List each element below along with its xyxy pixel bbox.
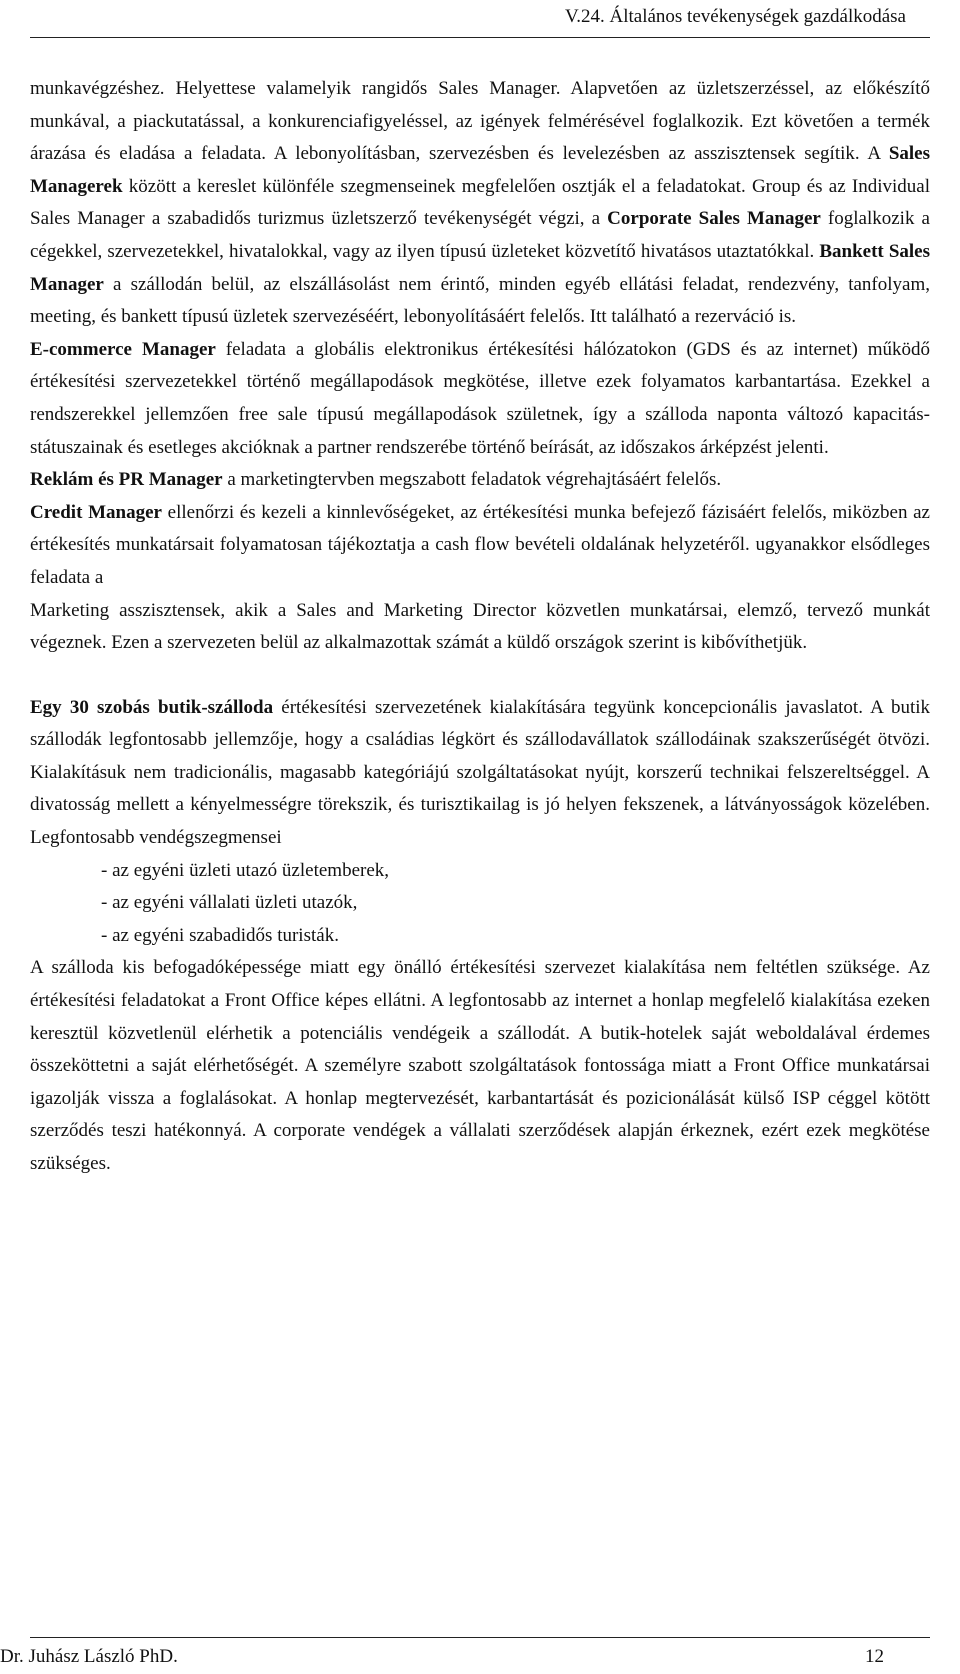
paragraph-boutique-hotel bbox=[30, 692, 930, 855]
bold-term-ecommerce-manager: E-commerce Manager bbox=[30, 338, 216, 360]
paragraph-sales-managers bbox=[30, 73, 930, 334]
paragraph-credit-manager bbox=[30, 497, 930, 595]
bold-term-bankett-sales-manager: Bankett Sales Manager bbox=[30, 240, 930, 295]
text-run: a marketingtervben megszabott feladatok végrehajtásáért felelős. bbox=[222, 469, 722, 491]
list-item: - az egyéni szabadidős turisták. bbox=[101, 924, 339, 946]
text-run: a szállodán belül, az elszállásolást nem érintő, minden egyéb ellátási feladat, rendezvény, tanfolyam, meeting, és bankett típusú üzletek szervezéséért, lebonyolításáért felelős. Itt található a rezerváció is. bbox=[30, 273, 930, 328]
guest-segment-list bbox=[30, 855, 930, 953]
page-number: 12 bbox=[865, 1646, 884, 1667]
text-run: munkavégzéshez. Helyettese valamelyik rangidős Sales Manager. Alapvetően az üzletszerzéssel, az előkészítő munkával, a piackutatással, a konkurenciafigyeléssel, az igények felmérésével foglalkozik. Ezt követően a termék árazása és eladása a feladata. A lebonyolításban, szervezésben és levelezésben az asszisztensek segítik. A bbox=[30, 78, 930, 165]
text-run: értékesítési szervezetének kialakítására tegyünk koncepcionális javaslatot. A butik szállodák legfontosabb jellemzője, hogy a családias légkört és szállodavállatok szállodáinak szakszerűségét ötvözi. Kialakításuk nem tradicionális, magasabb kategóriájú szolgáltatásokat nyújt, korszerű technikai felszereltséggel. A divatosság mellett a kényelmességre törekszik, és turisztikailag is jó helyen fekszenek, a látványosságok közelében. Legfontosabb vendégszegmensei bbox=[30, 696, 930, 849]
footer-divider bbox=[30, 1637, 930, 1638]
text-run: ellenőrzi és kezeli a kinnlevőségeket, az értékesítési munka befejező fázisáért felelős, miközben az értékesítés munkatársait folyamatosan tájékoztatja a cash flow bevételi oldalának helyzetéről. ugyanakkor elsődleges feladata a bbox=[30, 501, 930, 588]
list-item: - az egyéni üzleti utazó üzletemberek, bbox=[101, 859, 390, 881]
paragraph-closing: A szálloda kis befogadóképessége miatt egy önálló értékesítési szervezet kialakítása nem feltétlen szüksége. Az értékesítési feladatokat a Front Office képes ellátni. A legfontosabb az internet a honlap megfelelő kialakítása ezeken keresztül közvetlenül elérhetik a potenciális vendégeik a szállodát. A butik-hotelek saját weboldalával érdemes összeköttetni a saját elérhetőségét. A személyre szabott szolgáltatások fontossága miatt a Front Office munkatársai igazolják vissza a foglalásokat. A honlap megtervezését, karbantartását és pozicionálását külső ISP céggel kötött szerződés teszi hatékonnyá. A corporate vendégek a vállalati szerződések alapján érkeznek, ezért ezek megkötése szükséges. bbox=[30, 957, 930, 1174]
bold-term-credit-manager: Credit Manager bbox=[30, 501, 162, 523]
document-body bbox=[30, 73, 930, 1181]
text-run: feladata a globális elektronikus értékesítési hálózatokon (GDS és az internet) működő értékesítési szervezetekkel történő megállapodások megkötése, illetve ezek folyamatos karbantartása. Ezekkel a rendszerekkel jellemzően free sale típusú megállapodások születnek, így a szálloda naponta változó kapacitás-státuszainak és esetleges akcióknak a partner rendszerébe történő beírását, az időszakos árképzést jelenti. bbox=[30, 338, 931, 458]
list-item: - az egyéni vállalati üzleti utazók, bbox=[101, 892, 358, 914]
bold-term-sales-managerek: Sales Managerek bbox=[30, 143, 930, 197]
bold-term-reklam-pr-manager: Reklám és PR Manager bbox=[30, 469, 223, 491]
paragraph-marketing-assistants bbox=[30, 595, 930, 660]
bold-term-butik-szalloda: Egy 30 szobás butik-szálloda bbox=[30, 696, 274, 718]
text-run: foglalkozik a cégekkel, szervezetekkel, hivatalokkal, vagy az ilyen típusú üzleteket közvetítő hivatásos utaztatókkal. bbox=[30, 208, 930, 262]
paragraph-reklam-pr-manager bbox=[30, 464, 930, 497]
text-run: között a kereslet különféle szegmenseinek megfelelően osztják el a feladatokat. Group és az Individual Sales Manager a szabadidős turizmus üzletszerző tevékenységét végzi, a bbox=[30, 175, 930, 230]
footer-author: Dr. Juhász László PhD. bbox=[0, 1646, 178, 1667]
bold-term-corporate-sales-manager: Corporate Sales Manager bbox=[607, 208, 821, 230]
running-header: V.24. Általános tevékenységek gazdálkodása bbox=[564, 6, 906, 27]
paragraph-ecommerce-manager bbox=[30, 334, 930, 464]
header-divider bbox=[30, 37, 930, 38]
text-run: Marketing asszisztensek, akik a Sales and Marketing Director közvetlen munkatársai, elemző, tervező munkát végeznek. Ezen a szervezeten belül az alkalmazottak számát a küldő országok szerint is kibővíthetjük. bbox=[30, 599, 930, 654]
